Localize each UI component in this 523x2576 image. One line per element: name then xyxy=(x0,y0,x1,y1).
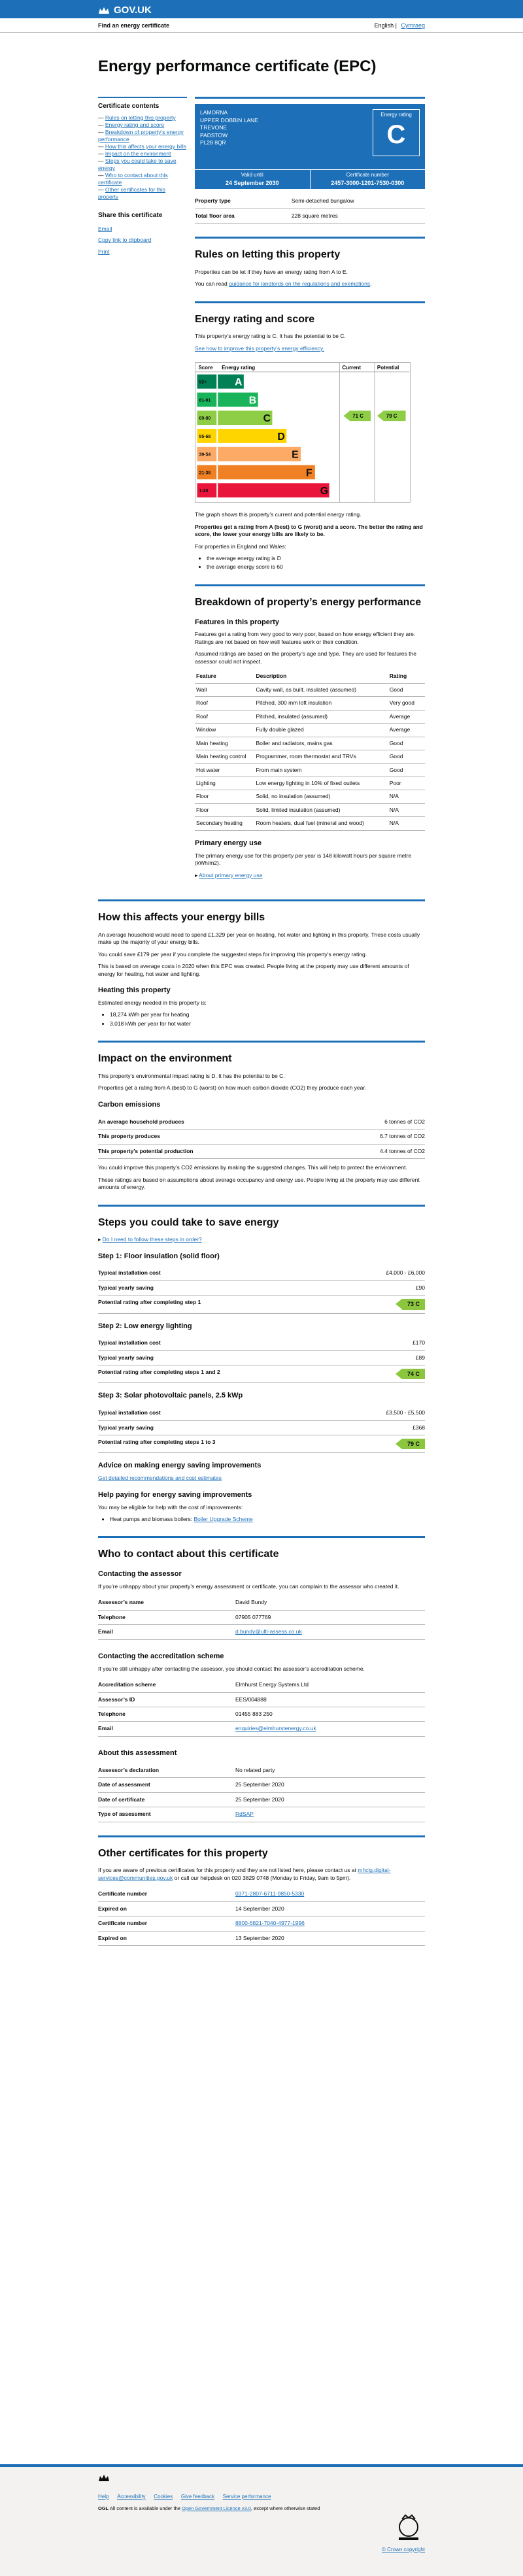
table-row: Main heating Boiler and radiators, mains gas Good xyxy=(195,737,425,750)
rules-section: Rules on letting this property Properties can be let if they have an energy rating from A to E. You can read guidance for landlords on the regulations and exemptions. xyxy=(195,237,425,288)
table-row: Roof Pitched, insulated (assumed) Average xyxy=(195,710,425,723)
certificate-number: Certificate number 2457-3000-1201-7530-0300 xyxy=(331,172,405,187)
environment-section: Impact on the environment This property’s environmental impact rating is D. It has the potential to be C. Properties get a rating from A (best) to G (worst) on how much carbon dioxide (CO2) they produce each year. Carbon emissions An average household produces 6 tonnes of CO2 This property produces 6.7 tonnes of CO2 This property’s potential production 4.4 tonnes of CO2 You could improve this property’s CO2 emissions by making the suggested changes. This will help to protect the environment. These ratings are based on assumptions about average occupancy and energy use. People living at the property may use different amounts of energy. xyxy=(98,1041,425,1191)
govuk-footer xyxy=(0,2464,523,2576)
share-print-link[interactable]: Print xyxy=(98,248,110,255)
footer-link-performance[interactable]: Service performance xyxy=(222,2494,271,2500)
contents-item[interactable]: — How this affects your energy bills xyxy=(98,143,187,150)
govuk-header xyxy=(0,0,523,18)
table-row: Floor Solid, limited insulation (assumed) N/A xyxy=(195,803,425,816)
svg-text:39-54: 39-54 xyxy=(199,452,211,458)
property-summary-table: Property type Semi-detached bungalow Total floor area 228 square metres xyxy=(195,194,425,224)
svg-text:1-20: 1-20 xyxy=(199,489,209,494)
rating-band-a xyxy=(197,375,244,389)
energy-rating-graph xyxy=(195,362,411,503)
energy-rating-letter: C xyxy=(386,120,406,150)
graph-col-current: Current xyxy=(342,365,361,371)
svg-text:71 C: 71 C xyxy=(352,413,363,420)
table-row: Hot water From main system Good xyxy=(195,763,425,777)
epc-summary-card xyxy=(195,104,425,169)
main-content xyxy=(98,56,425,884)
other-certificates-section: Other certificates for this property If you are aware of previous certificates for this property and they are not listed here, please contact us at mhclg.digital-services@communities.gov.uk or call our helpdesk on 020 3829 0748 (Monday to Friday, 9am to 5pm). Certificate number 0371-2807-6711-9850-5330 Expired on 14 September 2020 Certificate number 8800-6821-7040-4977-1996 Expired on 13 September 2020 xyxy=(98,1835,425,1946)
table-row: This property produces 6.7 tonnes of CO2 xyxy=(98,1129,425,1144)
graph-col-potential: Potential xyxy=(377,365,399,371)
recommendations-link[interactable]: Get detailed recommendations and cost estimates xyxy=(98,1475,222,1482)
language-switcher: English | Cymraeg xyxy=(374,22,425,29)
step-rating-badge: 74 C xyxy=(402,1369,425,1379)
other-cert-link[interactable]: 8800-6821-7040-4977-1996 xyxy=(235,1920,305,1927)
features-table: Feature Description Rating Wall Cavity wall, as built, insulated (assumed) Good Roof Pitched, 300 mm loft insulation Very good Roof Pitched, insulated (assumed) Average Window Fully double glazed Average Main heating Boiler and radiators, mains gas Good Main heating control Programmer, room thermostat and TRVs Good Hot water From main system Good Lighting Low energy lighting in 10% of fixed outlets Poor Floor Solid, no insulation (assumed) N/A Floor Solid, limited insulation (assumed) N/A Secondary heating Room heaters, dual fuel (mineral and wood) N/A xyxy=(195,670,425,831)
steps-order-link[interactable]: Do I need to follow these steps in order? xyxy=(102,1236,202,1243)
page-title: Energy performance certificate (EPC) xyxy=(98,58,377,75)
step-3: Step 3: Solar photovoltaic panels, 2.5 kWp Typical installation cost £3,500 - £5,500 Typical yearly saving £368 Potential rating after completing steps 1 to 3 79 C xyxy=(98,1391,425,1453)
scheme-table: Accreditation scheme Elmhurst Energy Systems Ltd Assessor’s ID EES/004888 Telephone 01455 883 250 Email enquiries@elmhurstenergy.co.uk xyxy=(98,1678,425,1737)
valid-until: Valid until 24 September 2030 xyxy=(195,170,311,189)
step-rating-badge: 79 C xyxy=(402,1439,425,1449)
svg-text:21-38: 21-38 xyxy=(199,471,211,476)
table-row: Main heating control Programmer, room thermostat and TRVs Good xyxy=(195,750,425,763)
svg-text:F: F xyxy=(305,467,312,479)
footer-link-accessibility[interactable]: Accessibility xyxy=(117,2494,146,2500)
govuk-logo-text[interactable]: GOV.UK xyxy=(114,5,152,16)
landlord-guidance-link[interactable]: guidance for landlords on the regulations and exemptions xyxy=(229,280,371,288)
rating-band-f xyxy=(197,465,315,480)
table-row: Wall Cavity wall, as built, insulated (assumed) Good xyxy=(195,683,425,696)
contents-item[interactable]: — Steps you could take to save energy xyxy=(98,158,187,172)
crown-icon xyxy=(98,2473,110,2483)
contents-item[interactable]: — Impact on the environment xyxy=(98,150,187,158)
footer-licence: OGL All content is available under the Open Government Licence v3.0, except where otherwise stated xyxy=(98,2505,320,2511)
share-copy-link[interactable]: Copy link to clipboard xyxy=(98,237,152,244)
ogl-link[interactable]: Open Government Licence v3.0 xyxy=(182,2505,251,2511)
svg-text:79 C: 79 C xyxy=(386,413,397,420)
footer-link-help[interactable]: Help xyxy=(98,2494,109,2500)
contents-item[interactable]: — Energy rating and score xyxy=(98,122,187,129)
assessor-table: Assessor’s name David Bundy Telephone 07905 077769 Email d.bundy@ulti-assess.co.uk xyxy=(98,1596,425,1639)
graph-col-score: Score xyxy=(198,365,213,371)
table-row: An average household produces 6 tonnes of CO2 xyxy=(98,1115,425,1129)
table-row: Floor Solid, no insulation (assumed) N/A xyxy=(195,790,425,803)
share-email-link[interactable]: Email xyxy=(98,225,112,232)
contents-list xyxy=(98,114,187,201)
svg-text:B: B xyxy=(248,395,257,407)
table-row: Window Fully double glazed Average xyxy=(195,724,425,737)
assessment-table: Assessor’s declaration No related party Date of assessment 25 September 2020 Date of certificate 25 September 2020 Type of assessment RdSAP xyxy=(98,1764,425,1822)
svg-text:A: A xyxy=(234,377,243,389)
boiler-upgrade-link[interactable]: Boiler Upgrade Scheme xyxy=(194,1515,253,1522)
share-title: Share this certificate xyxy=(98,212,163,220)
footer-link-cookies[interactable]: Cookies xyxy=(154,2494,173,2500)
other-certs-table: Certificate number 0371-2807-6711-9850-5330 Expired on 14 September 2020 Certificate number 8800-6821-7040-4977-1996 Expired on 13 September 2020 xyxy=(98,1887,425,1946)
lang-cymraeg-link[interactable]: Cymraeg xyxy=(401,22,425,29)
svg-text:G: G xyxy=(320,486,329,497)
carbon-table xyxy=(98,1115,425,1159)
energy-rating-box: Energy rating C xyxy=(373,109,420,156)
contents-item[interactable]: — Who to contact about this certificate xyxy=(98,172,187,186)
contact-section: Who to contact about this certificate Contacting the assessor If you’re unhappy about your property’s energy assessment or certificate, you can complain to the assessor who created it. Assessor’s name David Bundy Telephone 07905 077769 Email d.bundy@ulti-assess.co.uk Contacting the accreditation scheme If you’re still unhappy after contacting the assessor, you should contact the assessor’s accreditation scheme. Accreditation scheme Elmhurst Energy Systems Ltd Assessor’s ID EES/004888 Telephone 01455 883 250 Email enquiries@elmhurstenergy.co.uk About this assessment Assessor’s declaration No related party Date of assessment 25 September 2020 Date of certificate 25 September 2020 Type of assessment RdSAP xyxy=(98,1536,425,1822)
table-row: This property’s potential production 4.4 tonnes of CO2 xyxy=(98,1144,425,1158)
steps-section: Steps you could take to save energy ▸ Do I need to follow these steps in order? Step 1: Floor insulation (solid floor) Typical installation cost £4,000 - £6,000 Typical yearly saving £90 Potential rating after completing step 1 73 C Step 2: Low energy lighting Typical installation cost £170 Typical yearly saving £89 Potential rating after completing steps 1 and 2 74 C Step 3: Solar photovoltaic panels, 2.5 kWp Typical installation cost £3,500 - £5,500 Typical yearly saving £368 Potential rating after completing steps 1 to 3 79 C Advice on making energy saving improvements Get detailed recommendations and cost estimates Help paying for energy saving improvements You may be eligible for help with the cost of improvements: • Heat pumps and biomass boilers: Boiler Upgrade Scheme xyxy=(98,1205,425,1524)
validity-row xyxy=(195,169,425,189)
improve-efficiency-link[interactable]: See how to improve this property’s energy efficiency. xyxy=(195,344,324,352)
svg-text:E: E xyxy=(292,449,299,461)
bills-section: How this affects your energy bills An average household would need to spend £1,329 per year on heating, hot water and lighting in this property. These costs usually make up the majority of your energy bills. You could save £179 per year if you complete the suggested steps for improving this property’s energy rating. This is based on average costs in 2020 when this EPC was created. People living at the property may use different amounts of energy for heating, hot water and lighting. Heating this property Estimated energy needed in this property is: • 18,274 kWh per year for heating • 3,018 kWh per year for hot water xyxy=(98,899,425,1028)
svg-text:D: D xyxy=(277,431,285,443)
contents-item[interactable]: — Other certificates for this property xyxy=(98,186,187,201)
sidebar xyxy=(98,97,195,884)
table-row: Secondary heating Room heaters, dual fuel (mineral and wood) N/A xyxy=(195,817,425,830)
svg-text:C: C xyxy=(263,413,271,425)
contents-title: Certificate contents xyxy=(98,103,160,110)
svg-text:55-68: 55-68 xyxy=(199,435,211,440)
footer-link-feedback[interactable]: Give feedback xyxy=(180,2494,214,2500)
rating-section: Energy rating and score This property’s energy rating is C. It has the potential to be C. See how to improve this property’s energy efficiency. Score Energy rating Current Potential 92+ A 81-91 B 69-80 C 55-68 D 39-54 E 21-38 F 1-20 G 71 C 79 C The graph shows this property’s current and potential energy rating. Properties get a rating from A (best) to G (worst) and a score. The better the rating and score, the lower your energy bills are likely to be. For properties in England and Wales: • the average energy rating is D • the average energy score is 60 xyxy=(195,301,425,571)
share-section xyxy=(98,211,187,256)
footer-links xyxy=(98,2493,425,2501)
primary-energy-link[interactable]: About primary energy use xyxy=(199,871,263,878)
property-address: LAMORNA UPPER DOBBIN LANE TREVONE PADSTOW PL28 8QR xyxy=(200,109,258,146)
rating-band-e xyxy=(197,447,301,461)
svg-text:92+: 92+ xyxy=(199,380,207,386)
svg-text:81-91: 81-91 xyxy=(199,398,211,403)
rating-band-c xyxy=(197,411,273,426)
step-2: Step 2: Low energy lighting Typical installation cost £170 Typical yearly saving £89 Potential rating after completing steps 1 and 2 74 C xyxy=(98,1322,425,1384)
table-row: Lighting Low energy lighting in 10% of fixed outlets Poor xyxy=(195,777,425,790)
service-bar xyxy=(0,18,523,33)
crown-copyright-link[interactable]: © Crown copyright xyxy=(382,2547,425,2552)
lang-english: English xyxy=(374,22,394,29)
rating-band-d xyxy=(197,429,287,443)
step-rating-badge: 73 C xyxy=(402,1299,425,1309)
table-row: Roof Pitched, 300 mm loft insulation Very good xyxy=(195,697,425,710)
scheme-email-link[interactable]: enquiries@elmhurstenergy.co.uk xyxy=(235,1725,316,1732)
crown-icon xyxy=(98,6,110,15)
step-1: Step 1: Floor insulation (solid floor) Typical installation cost £4,000 - £6,000 Typical yearly saving £90 Potential rating after completing step 1 73 C xyxy=(98,1252,425,1314)
breakdown-section: Breakdown of property’s energy performance Features in this property Features get a rating from very good to very poor, based on how energy efficient they are. Ratings are not based on how well features work or their condition. Assumed ratings are based on the property’s age and type. They are used for features the assessor could not inspect. Feature Description Rating Wall Cavity wall, as built, insulated (assumed) Good Roof Pitched, 300 mm loft insulation Very good Roof Pitched, insulated (assumed) Average Window Fully double glazed Average Main heating Boiler and radiators, mains gas Good Main heating control Programmer, room thermostat and TRVs Good Hot water From main system Good Lighting Low energy lighting in 10% of fixed outlets Poor Floor Solid, no insulation (assumed) N/A Floor Solid, limited insulation (assumed) N/A Secondary heating Room heaters, dual fuel (mineral and wood) N/A Primary energy use The primary energy use for this property per year is 148 kilowatt hours per square metre (kWh/m2). ▸ About primary energy use xyxy=(195,584,425,879)
contents-item[interactable]: — Rules on letting this property xyxy=(98,114,187,122)
contents-item[interactable]: — Breakdown of property’s energy performance xyxy=(98,129,187,143)
rating-band-b xyxy=(197,393,258,407)
helpdesk-email-link[interactable]: mhclg.digital-services@communities.gov.uk xyxy=(98,1867,391,1881)
svg-text:69-80: 69-80 xyxy=(199,416,211,422)
other-cert-link[interactable]: 0371-2807-6711-9850-5330 xyxy=(235,1890,305,1898)
graph-col-rating: Energy rating xyxy=(222,365,256,371)
service-name[interactable]: Find an energy certificate xyxy=(98,22,170,29)
certificate-content xyxy=(195,97,425,884)
royal-crest-icon xyxy=(392,2513,425,2543)
assessor-email-link[interactable]: d.bundy@ulti-assess.co.uk xyxy=(235,1628,302,1635)
rdsap-link[interactable]: RdSAP xyxy=(235,1811,254,1818)
